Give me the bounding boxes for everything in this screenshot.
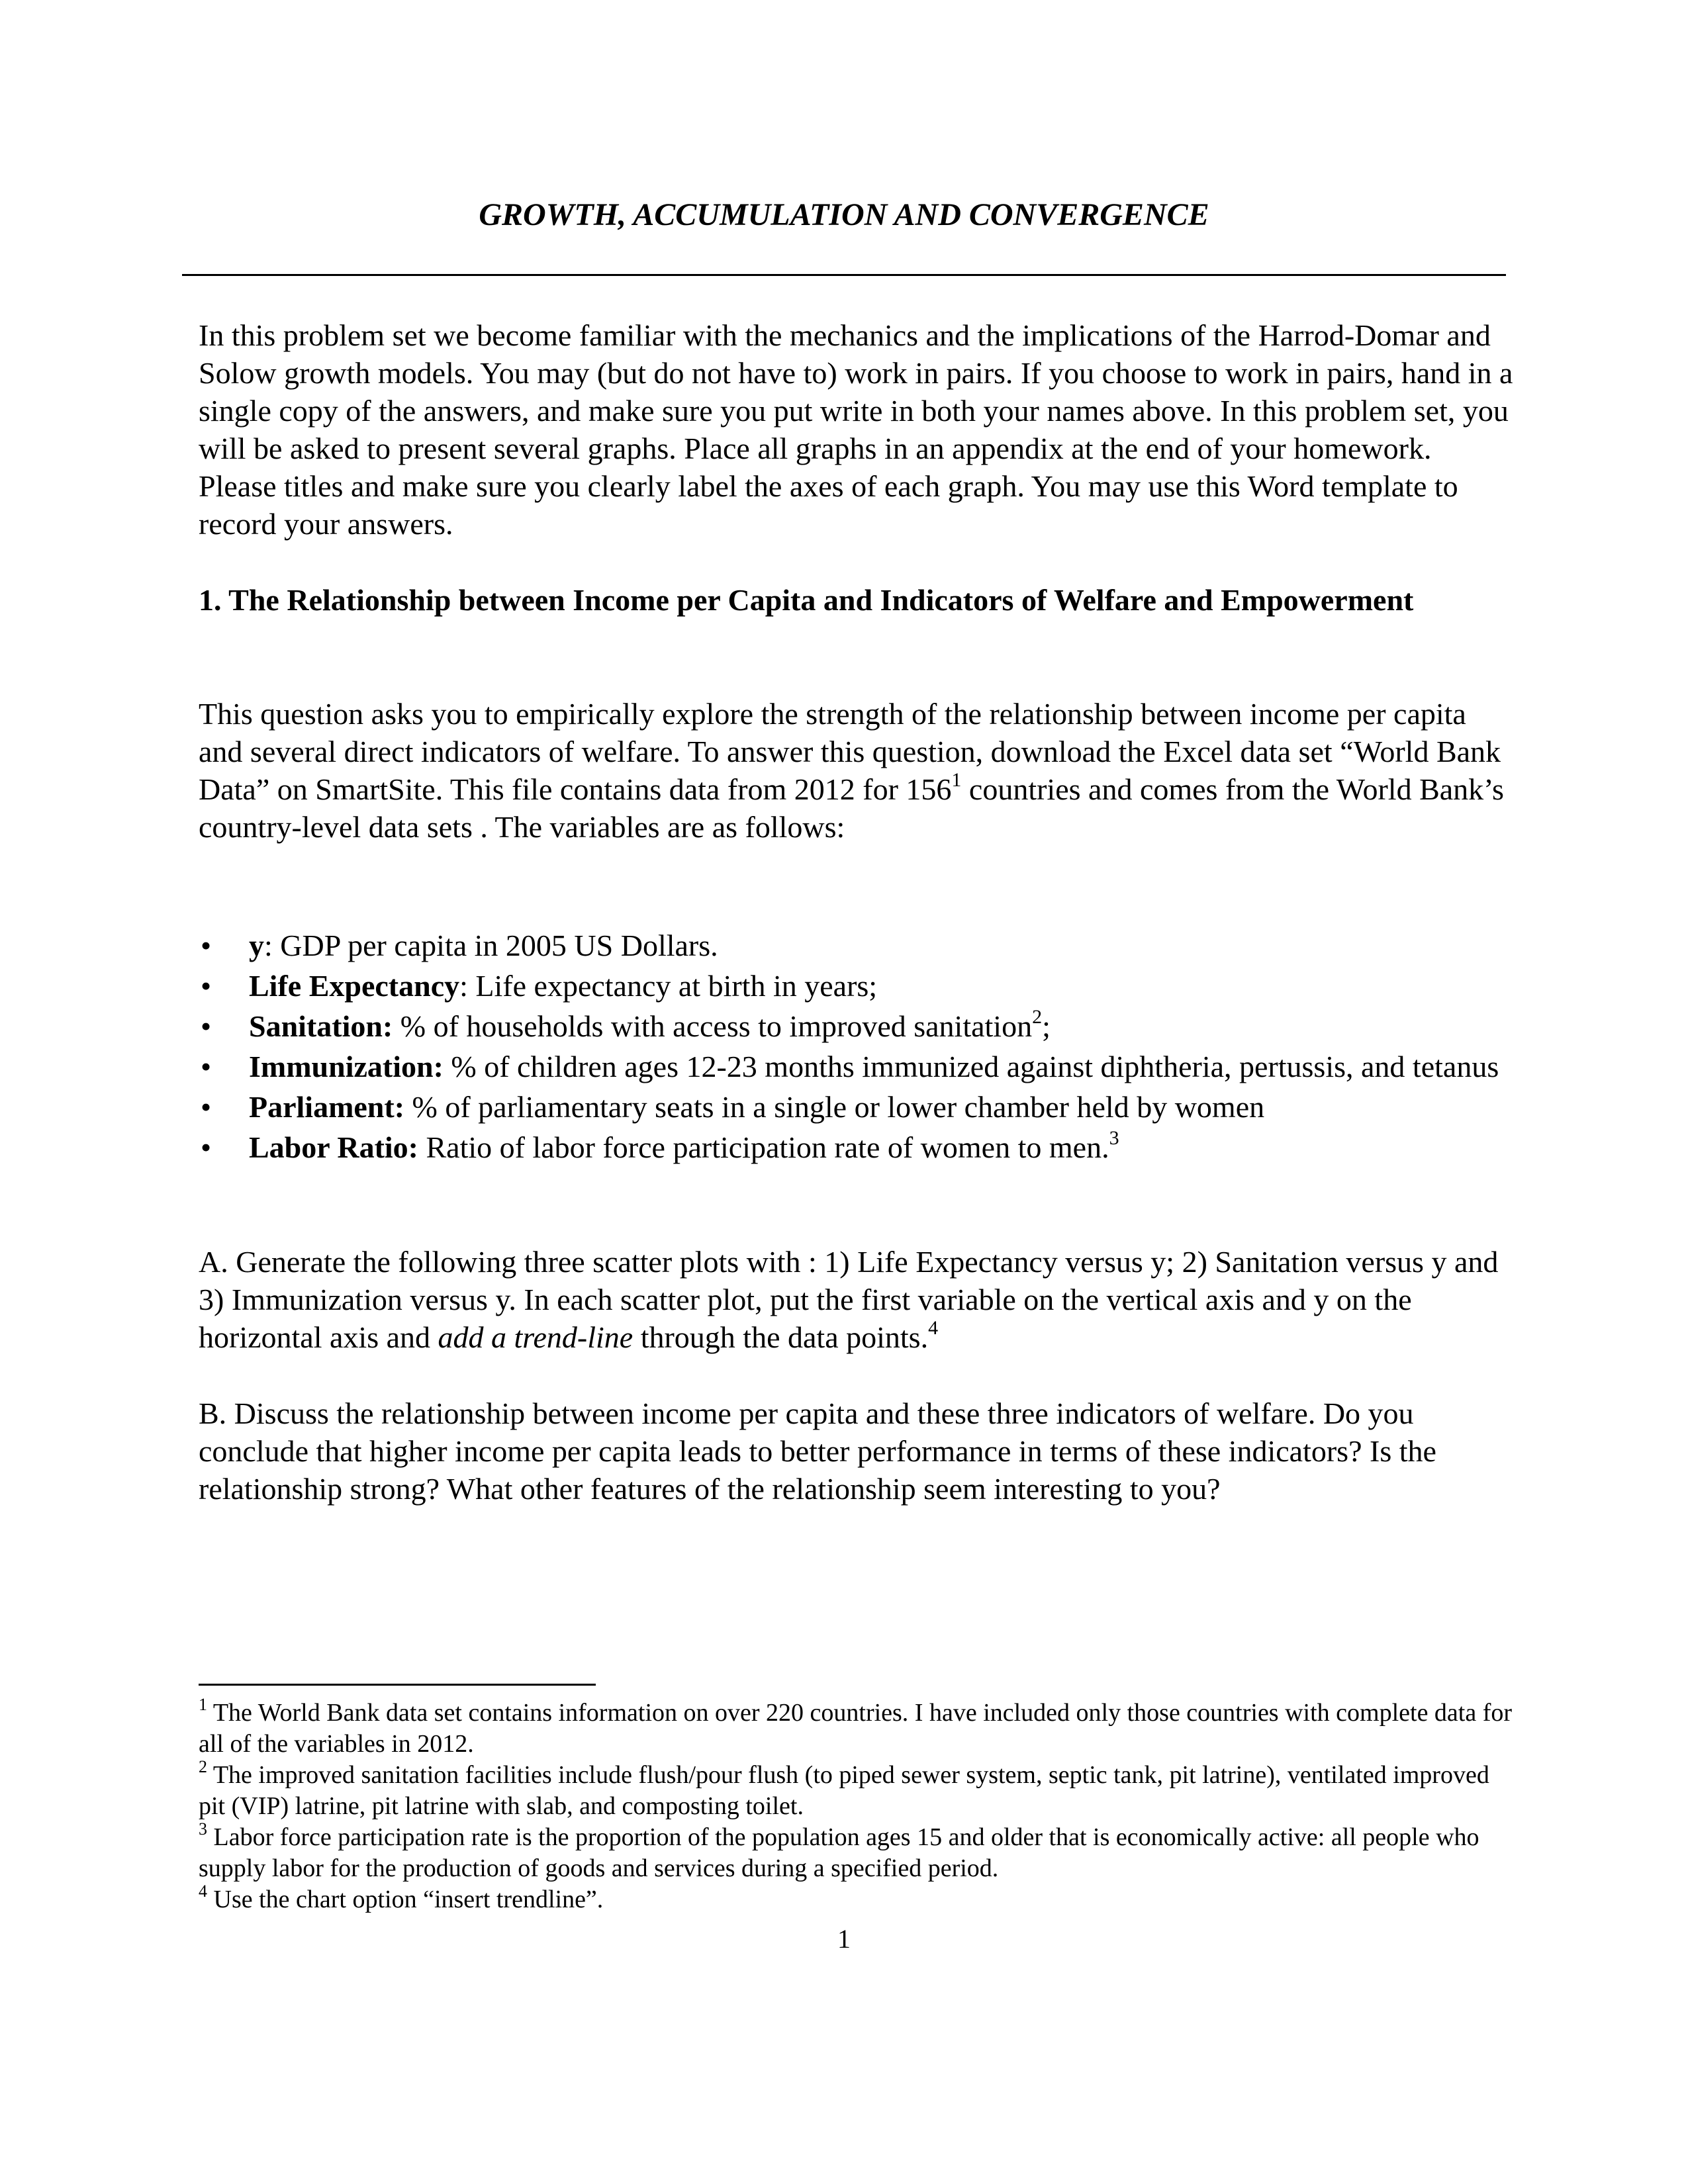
list-item [199, 1046, 1516, 1087]
footnote-ref-3[interactable]: 3 [1109, 1127, 1119, 1149]
part-b-paragraph: B. Discuss the relationship between income per capita and these three indicators of welfare. Do you conclude that higher income per capita leads to better performance in terms of these indicators? Is the relationship strong? What other features of the relationship seem interesting to you? [199, 1396, 1436, 1506]
variable-name: Labor Ratio: [249, 1130, 418, 1164]
footnote-text: Use the chart option “insert trendline”. [207, 1886, 604, 1913]
footnote-mark: 1 [199, 1695, 207, 1714]
variable-name: Sanitation: [249, 1009, 393, 1043]
bullet-icon: • [201, 969, 212, 1003]
bullet-icon: • [201, 1050, 212, 1083]
bullet-icon: • [201, 1090, 212, 1124]
list-item [199, 1127, 1516, 1167]
title-divider [182, 274, 1506, 276]
list-item [199, 925, 1516, 966]
variable-desc: GDP per capita in 2005 US Dollars. [280, 929, 718, 962]
bullet-icon: • [201, 929, 212, 962]
page-number: 1 [837, 1924, 851, 1954]
variable-sep: : [459, 969, 476, 1003]
variable-name: y [249, 929, 264, 962]
section-heading: 1. The Relationship between Income per Capita and Indicators of Welfare and Empowerment [199, 583, 1414, 617]
variable-desc: % of households with access to improved sanitation [400, 1009, 1033, 1043]
footnote-text: The World Bank data set contains information on over 220 countries. I have included only those countries with complete data for all of the variables in 2012. [199, 1699, 1513, 1758]
footnote-ref-2[interactable]: 2 [1032, 1006, 1043, 1028]
variable-name: Life Expectancy [249, 969, 460, 1003]
question-text-continued: countries and comes from the World Bank’s country-level data sets . The variables are as follows: [199, 772, 1504, 844]
footnote-text: Labor force participation rate is the proportion of the population ages 15 and older that is economically active: all people who supply labor for the production of goods and services during a specified period. [199, 1823, 1479, 1882]
footnote-3 [199, 1819, 1516, 1884]
footnote-mark: 2 [199, 1757, 207, 1776]
bullet-icon: • [201, 1130, 212, 1164]
bullet-icon: • [201, 1009, 212, 1043]
part-a-emphasis: add a trend-line [438, 1320, 633, 1354]
footnote-mark: 3 [199, 1819, 207, 1839]
page-title: GROWTH, ACCUMULATION AND CONVERGENCE [479, 197, 1209, 232]
variable-sep [393, 1009, 400, 1043]
footnote-text: The improved sanitation facilities include flush/pour flush (to piped sewer system, septic tank, pit latrine), ventilated improved pit (VIP) latrine, pit latrine with slab, and composting toilet. [199, 1761, 1489, 1820]
intro-paragraph: In this problem set we become familiar with the mechanics and the implications of the Harrod-Domar and Solow growth models. You may (but do not have to) work in pairs. If you choose to work in pairs, hand in a single copy of the answers, and make sure you put write in both your names above. In this problem set, you will be asked to present several graphs. Place all graphs in an appendix at the end of your homework. Please titles and make sure you clearly label the axes of each graph. You may use this Word template to record your answers. [199, 318, 1513, 541]
variables-list [199, 925, 1516, 1167]
footnote-1 [199, 1695, 1516, 1760]
list-item [199, 966, 1516, 1006]
variable-tail: ; [1042, 1009, 1051, 1043]
part-a-text-end: through the data points. [633, 1320, 929, 1354]
list-item [199, 1087, 1516, 1127]
variable-desc: Life expectancy at birth in years; [475, 969, 878, 1003]
footnote-2 [199, 1757, 1516, 1822]
footnote-4 [199, 1884, 1516, 1915]
footnotes [199, 1695, 1516, 1915]
list-item [199, 1006, 1516, 1046]
footnote-ref-1[interactable]: 1 [951, 769, 962, 791]
variable-desc: Ratio of labor force participation rate of women to men. [426, 1130, 1109, 1164]
variable-name: Immunization: [249, 1050, 444, 1083]
question-text: This question asks you to empirically explore the strength of the relationship between income per capita and several direct indicators of welfare. To answer this question, download the Excel data set “World Bank Data” on SmartSite. This file contains data from 2012 for 156 [199, 697, 1501, 806]
variable-sep [444, 1050, 451, 1083]
part-a-text: A. Generate the following three scatter plots with : 1) Life Expectancy versus y; 2) Sanitation versus y and 3) Immunization versus y. In each scatter plot, put the first variable on the vertical axis and y on the horizontal axis and [199, 1245, 1499, 1354]
variable-sep [404, 1090, 412, 1124]
part-a-paragraph [199, 1243, 1516, 1356]
footnote-mark: 4 [199, 1882, 207, 1901]
variable-desc: % of children ages 12-23 months immunized against diphtheria, pertussis, and tetanus [451, 1050, 1499, 1083]
variable-name: Parliament: [249, 1090, 405, 1124]
variable-desc: % of parliamentary seats in a single or lower chamber held by women [412, 1090, 1265, 1124]
footnote-separator [199, 1684, 596, 1686]
variable-sep: : [264, 929, 281, 962]
footnote-ref-4[interactable]: 4 [928, 1317, 939, 1339]
question-paragraph [199, 695, 1516, 846]
variable-sep [418, 1130, 426, 1164]
